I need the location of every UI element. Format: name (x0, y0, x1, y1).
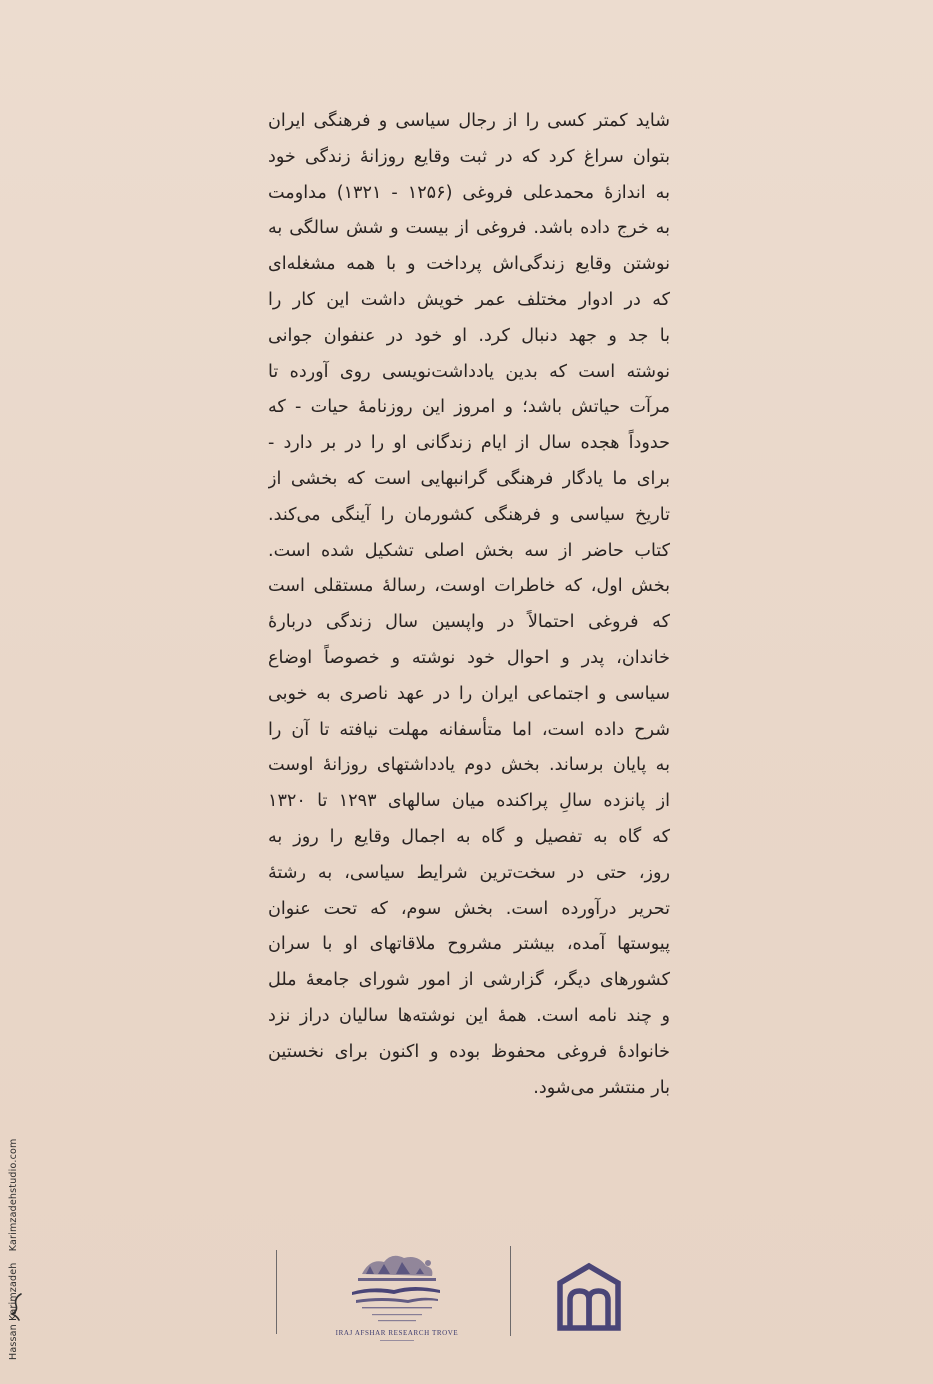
blurb-line: به اندازهٔ محمدعلی فروغی (۱۲۵۶ - ۱۳۲۱) مداومت (268, 182, 670, 203)
research-trove-caption: IRAJ AFSHAR RESEARCH TROVE (335, 1329, 459, 1337)
blurb-line: بتوان سراغ کرد که در ثبت وقایع روزانهٔ زندگی خود (268, 146, 670, 167)
designer-url[interactable]: Karimzadehstudio.com (8, 1138, 19, 1252)
blurb-line: نوشتن وقایع زندگی‌اش پرداخت و با همه مشغله‌ای (268, 254, 670, 275)
blurb-line: که فروغی احتمالاً در واپسین سال زندگی دربارهٔ (268, 612, 670, 633)
blurb-line: تاریخ سیاسی و فرهنگی کشورمان را آینگی می‌کند. (268, 504, 670, 525)
blurb-line: که در ادوار مختلف عمر خویش داشت این کار را (268, 289, 670, 310)
blurb-line: حدوداً هجده سال از ایام زندگانی او را در بر دارد - (268, 433, 670, 454)
blurb-line: خانوادهٔ فروغی محفوظ بوده و اکنون برای نخستین (268, 1041, 670, 1062)
blurb-line: به پایان برساند. بخش دوم یادداشتهای روزانهٔ اوست (268, 755, 670, 776)
publisher-logo-icon (556, 1262, 622, 1332)
blurb-line: شاید کمتر کسی را از رجال سیاسی و فرهنگی ایران (268, 111, 670, 131)
blurb-text (268, 104, 670, 1106)
blurb-line: نوشته است که بدین یادداشت‌نویسی روی آورده تا (268, 361, 670, 382)
blurb-line: مرآت حیاتش باشد؛ و امروز این روزنامهٔ حیات - که (268, 397, 670, 418)
blurb-line: برای ما یادگار فرهنگی گرانبهایی است که بخشی از (268, 468, 670, 489)
blurb-line: تحریر درآورده است. بخش سوم، که تحت عنوان (268, 898, 670, 919)
blurb-line: کتاب حاضر از سه بخش اصلی تشکیل شده است. (268, 540, 670, 561)
research-trove-seal-icon (332, 1244, 462, 1354)
blurb-line: که گاه به تفصیل و گاه به اجمال وقایع را روز به (268, 826, 670, 847)
footer-divider-middle (510, 1246, 511, 1336)
blurb-line: کشورهای دیگر، گزارشی از امور شورای جامعهٔ ملل (268, 970, 670, 991)
footer-divider-left (276, 1250, 277, 1334)
blurb-line: پیوستها آمده، بیشتر مشروح ملاقاتهای او با سران (268, 934, 670, 955)
blurb-line: سیاسی و اجتماعی ایران را در عهد ناصری به خوبی (268, 683, 670, 704)
blurb-line: به خرج داده باشد. فروغی از بیست و شش سالگی به (268, 218, 670, 239)
designer-credit (8, 1139, 19, 1384)
blurb-line: با جد و جهد دنبال کرد. او خود در عنفوان جوانی (268, 325, 670, 346)
blurb-line: شرح داده است، اما متأسفانه مهلت نیافته تا آن را (268, 719, 670, 740)
blurb-line: خاندان، پدر و احوال خود نوشته و خصوصاً اوضاع (268, 647, 670, 668)
blurb-line: از پانزده سالِ پراکنده میان سالهای ۱۲۹۳ تا ۱۳۲۰ (268, 791, 670, 812)
designer-name: Hassan Karimzadeh (8, 1262, 19, 1360)
studio-signature-mark-icon (8, 1292, 26, 1322)
blurb-line: و چند نامه است. همهٔ این نوشته‌ها سالیان دراز نزد (268, 1005, 670, 1026)
blurb-line: روز، حتی در سخت‌ترین شرایط سیاسی، به رشتهٔ (268, 862, 670, 883)
blurb-line: بار منتشر می‌شود. (533, 1077, 670, 1098)
blurb-line: بخش اول، که خاطرات اوست، رسالهٔ مستقلی است (268, 576, 670, 597)
